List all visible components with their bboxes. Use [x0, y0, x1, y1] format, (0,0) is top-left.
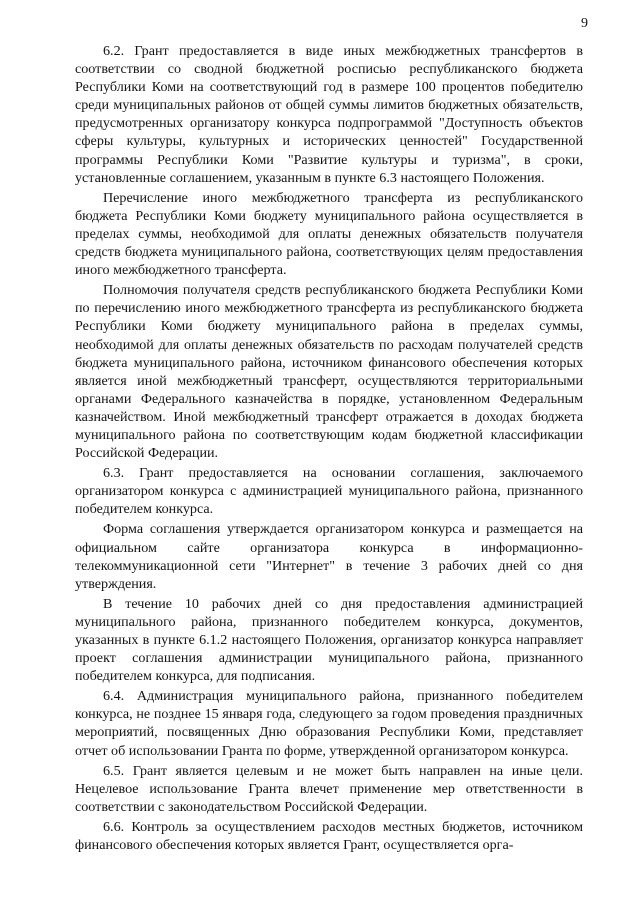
paragraph-6-2: 6.2. Грант предоставляется в виде иных межбюджетных трансфертов в соответствии со сводной бюджетной росписью республиканского бюджета Республики Коми на соответствующий год в размере 100 процентов победителю среди муниципальных районов от общей суммы лимитов бюджетных обязательств, предусмотренных организатору конкурса подпрограммой "Доступность объектов сферы культуры, культурных и исторических ценностей" Государственной программы Республики Коми "Развитие культуры и туризма", в сроки, установленные соглашением, указанным в пункте 6.3 настоящего Положения.	[75, 43, 583, 186]
paragraph-6-4: 6.4. Администрация муниципального района, признанного победителем конкурса, не позднее 15 января года, следующего за годом проведения праздничных мероприятий, посвященных Дню образования Республики Коми, представляет отчет об использовании Гранта по форме, утвержденной организатором конкурса.	[75, 688, 583, 759]
paragraph-ten-working-days: В течение 10 рабочих дней со дня предоставления администрацией муниципального района, признанного победителем конкурса, документов, указанных в пункте 6.1.2 настоящего Положения, организатор конкурса направляет проект соглашения администрации муниципального района, признанного победителем конкурса, для подписания.	[75, 595, 583, 685]
page-number: 9	[581, 16, 588, 31]
document-body	[75, 42, 583, 856]
paragraph-agreement-form: Форма соглашения утверждается организатором конкурса и размещается на официальном сайте организатора конкурса в информационно-телекоммуникационной сети "Интернет" в течение 3 рабочих дней со дня утверждения.	[75, 521, 583, 592]
paragraph-powers-of-recipient: Полномочия получателя средств республиканского бюджета Республики Коми по перечислению иного межбюджетного трансферта из республиканского бюджета Республики Коми бюджету муниципального района в пределах суммы, необходимой для оплаты денежных обязательств по расходам получателей средств бюджета муниципального района, источником финансового обеспечения которых является иной межбюджетный трансферт, осуществляются территориальными органами Федерального казначейства в порядке, установленном Федеральным казначейством. Иной межбюджетный трансферт отражается в доходах бюджета муниципального района по соответствующим кодам бюджетной классификации Российской Федерации.	[75, 282, 583, 462]
paragraph-6-5: 6.5. Грант является целевым и не может быть направлен на иные цели. Нецелевое использование Гранта влечет применение мер ответственности в соответствии с законодательством Российской Федерации.	[75, 762, 583, 815]
paragraph-6-3: 6.3. Грант предоставляется на основании соглашения, заключаемого организатором конкурса с администрацией муниципального района, признанного победителем конкурса.	[75, 465, 583, 518]
paragraph-6-6: 6.6. Контроль за осуществлением расходов местных бюджетов, источником финансового обеспечения которых является Грант, осуществляется орга-	[75, 818, 583, 854]
paragraph-transfer-transfer: Перечисление иного межбюджетного трансферта из республиканского бюджета Республики Коми бюджету муниципального района осуществляется в пределах суммы, необходимой для оплаты денежных обязательств получателя средств бюджета муниципального района, соответствующих целям предоставления иного межбюджетного трансферта.	[75, 189, 583, 279]
